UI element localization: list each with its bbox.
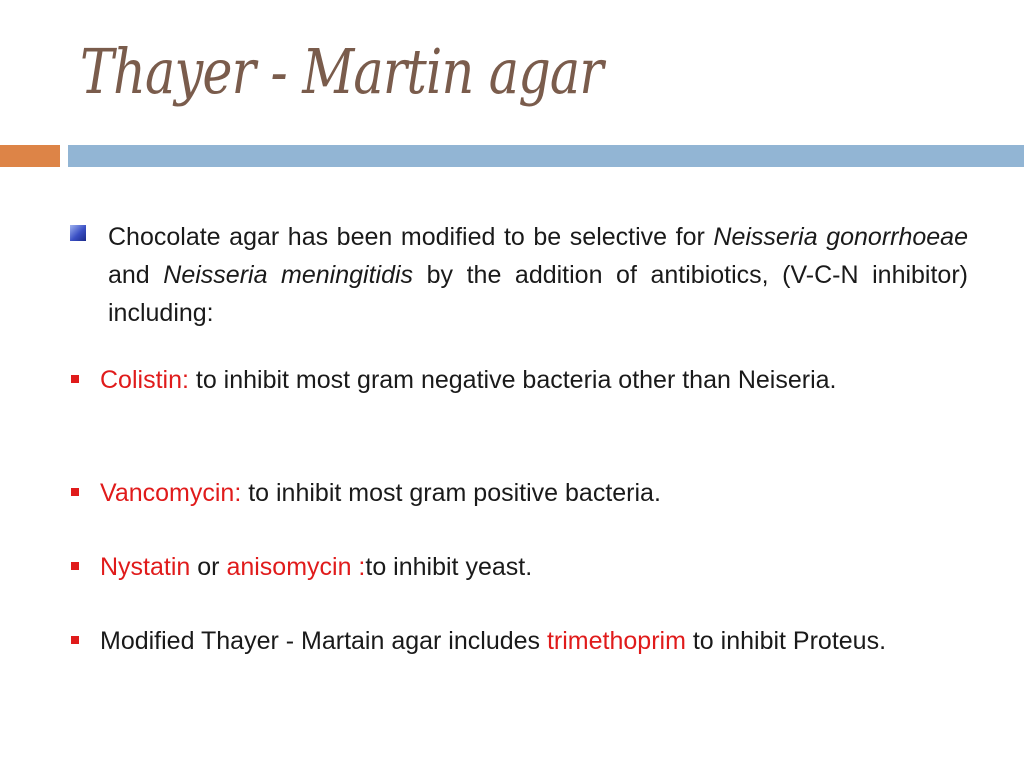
bullet-connector: or	[190, 553, 227, 581]
bullet-square-icon	[71, 562, 79, 570]
antibiotic-name: Nystatin	[100, 553, 191, 581]
antibiotic-name: anisomycin :	[226, 553, 366, 581]
species-name: Neisseria meningitidis	[163, 261, 414, 289]
slide-title: Thayer - Martin agar	[80, 35, 603, 108]
intro-text-part: and	[108, 261, 164, 289]
title-rule-orange	[0, 145, 60, 167]
antibiotic-name: trimethoprim	[546, 627, 686, 655]
bullet-square-icon	[71, 636, 79, 644]
intro-text	[108, 218, 968, 332]
bullet-text	[100, 622, 968, 660]
antibiotic-name: Vancomycin:	[100, 479, 242, 507]
species-name: Neisseria gonorrhoeae	[713, 223, 968, 251]
intro-text-part: Chocolate agar has been modified to be selective for	[108, 223, 714, 251]
bullet-text	[100, 474, 968, 512]
title-rule-blue	[68, 145, 1024, 167]
bullet-description: to inhibit Proteus.	[685, 627, 887, 655]
bullet-description: Modified Thayer - Martain agar includes	[100, 627, 547, 655]
bullet-description: to inhibit most gram negative bacteria other than Neiseria.	[188, 366, 837, 394]
bullet-description: to inhibit yeast.	[365, 553, 533, 581]
antibiotic-name: Colistin:	[100, 366, 189, 394]
bullet-square-icon	[71, 375, 79, 383]
bullet-square-icon	[71, 488, 79, 496]
intro-text-part: by the addition of antibiotics, (V-C-N inhibitor) including:	[108, 261, 968, 327]
square-bullet-icon	[70, 225, 86, 241]
bullet-description: to inhibit most gram positive bacteria.	[241, 479, 661, 507]
bullet-text	[100, 548, 968, 586]
bullet-text	[100, 361, 968, 399]
